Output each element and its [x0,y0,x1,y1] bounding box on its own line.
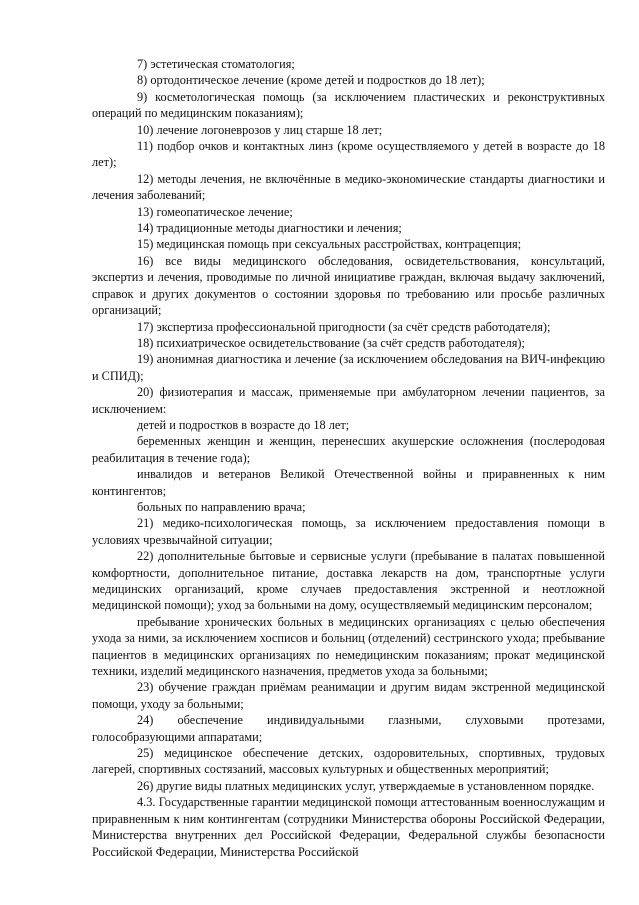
section-4-3-paragraph: 4.3. Государственные гарантии медицинской помощи аттестованным военнослужащим и приравненным к ним контингентам (сотрудники Министерства обороны Российской Федерации, Министерства внутренних дел Российской Федерации, Федеральной службы безопасности Российской Федерации, Министерства Российской [92,795,605,859]
list-item-14: 14) традиционные методы диагностики и лечения; [137,221,402,236]
list-item-22-continued: пребывание хронических больных в медицинских организациях с целью обеспечения ухода за ними, за исключением хосписов и больниц (отделений) сестринского ухода; пребывание пациентов в медицинских организациях по немедицинским показаниям; прокат медицинской техники, изделий медицинского назначения, предметов ухода за больными; [92,614,605,679]
list-item-10: 10) лечение логоневрозов у лиц старше 18 лет; [137,122,383,137]
list-item-8: 8) ортодонтическое лечение (кроме детей и подростков до 18 лет); [137,73,485,88]
list-item-25: 25) медицинское обеспечение детских, оздоровительных, спортивных, трудовых лагерей, спортивных состязаний, массовых культурных и общественных мероприятий; [92,746,605,777]
list-item-21: 21) медико-психологическая помощь, за исключением предоставления помощи в условиях чрезвычайной ситуации; [92,516,605,547]
list-item-18: 18) психиатрическое освидетельствование (за счёт средств работодателя); [137,335,525,350]
list-item-13: 13) гомеопатическое лечение; [137,204,293,219]
list-item-7: 7) эстетическая стоматология; [137,57,295,71]
list-item-9: 9) косметологическая помощь (за исключением пластических и реконструктивных операций по медицинским показаниям); [92,89,605,121]
list-item-15: 15) медицинская помощь при сексуальных расстройствах, контрацепция; [137,237,522,252]
list-item-26: 26) другие виды платных медицинских услуг, утверждаемые в установленном порядке. [137,778,595,793]
exception-veterans: инвалидов и ветеранов Великой Отечественной войны и приравненных к ним контингентов; [92,467,605,498]
list-item-11: 11) подбор очков и контактных линз (кроме осуществляемого у детей в возрасте до 18 лет); [92,139,605,170]
list-item-12: 12) методы лечения, не включённые в медико-экономические стандарты диагностики и лечения заболеваний; [92,171,605,203]
list-item-22: 22) дополнительные бытовые и сервисные услуги (пребывание в палатах повышенной комфортности, дополнительное питание, доставка лекарств на дом, транспортные услуги медицинских организаций, кроме случаев предоставления экстренной и неотложной медицинской помощи); уход за больными на дому, осуществляемый медицинским персоналом; [92,549,605,613]
list-item-16: 16) все виды медицинского обследования, освидетельствования, консультаций, экспертиз и лечения, проводимые по личной инициативе граждан, включая выдачу заключений, справок и других документов о состоянии здоровья по требованию или просьбе различных организаций; [92,253,605,318]
exception-referral: больных по направлению врача; [137,499,306,514]
exception-pregnant: беременных женщин и женщин, перенесших акушерские осложнения (послеродовая реабилитация в течение года); [92,434,605,465]
list-item-17: 17) экспертиза профессиональной пригодности (за счёт средств работодателя); [137,319,551,334]
list-item-24: 24) обеспечение индивидуальными глазными, слуховыми протезами, голособразующими аппаратами; [92,713,605,744]
exception-children: детей и подростков в возрасте до 18 лет; [137,417,350,432]
list-item-20: 20) физиотерапия и массаж, применяемые при амбулаторном лечении пациентов, за исключением: [92,385,605,416]
list-item-19: 19) анонимная диагностика и лечение (за исключением обследования на ВИЧ-инфекцию и СПИД); [92,352,605,383]
list-item-23: 23) обучение граждан приёмам реанимации и другим видам экстренной медицинской помощи, уходу за больными; [92,680,605,711]
